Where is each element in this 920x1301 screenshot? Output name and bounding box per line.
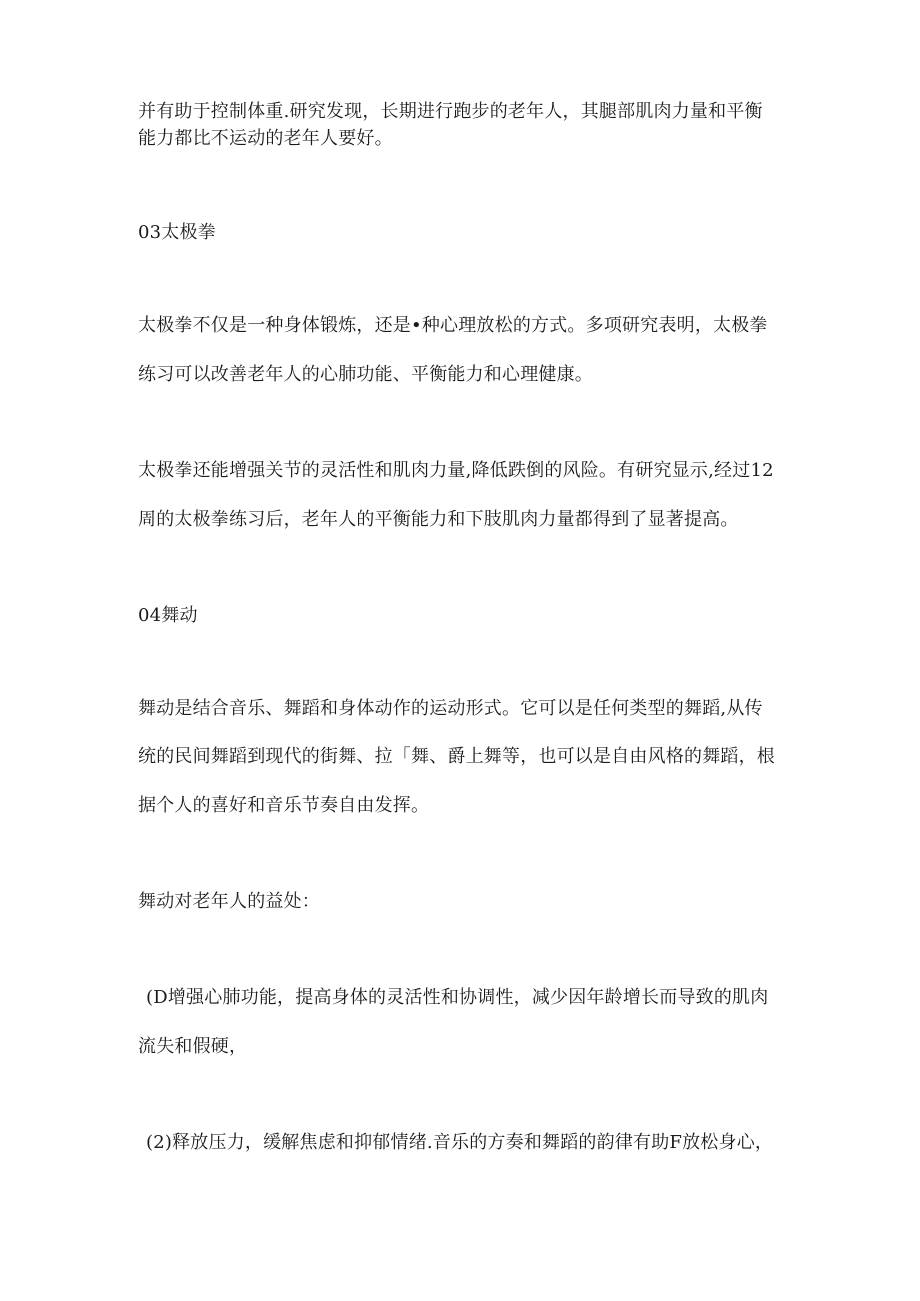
section-heading: 03太极拳	[138, 222, 216, 243]
list-item-line: 流失和假硬，	[138, 1036, 248, 1057]
list-item-line: (2)释放压力，缓解焦虑和抑郁情绪.音乐的方奏和舞蹈的韵律有助F放松身心，	[146, 1132, 774, 1153]
paragraph-line: 练习可以改善老年人的心肺功能、平衡能力和心理健康。	[138, 364, 593, 385]
paragraph-line: 太极拳不仅是一种身体锻炼，还是•种心理放松的方式。多项研究表明，太极拳	[138, 315, 768, 336]
paragraph-line: 并有助于控制体重.研究发现，长期进行跑步的老年人，其腿部肌肉力量和平衡	[138, 101, 763, 122]
paragraph-line: 周的太极拳练习后，老年人的平衡能力和下肢肌肉力量都得到了显著提高。	[138, 509, 739, 530]
paragraph-line: 能力都比不运动的老年人要好。	[138, 128, 393, 149]
paragraph-line: 舞动是结合音乐、舞蹈和身体动作的运动形式。它可以是任何类型的舞蹈,从传	[138, 698, 763, 719]
list-item-line: (D增强心肺功能，提高身体的灵活性和协调性，减少因年龄增长而导致的肌肉	[146, 987, 769, 1008]
paragraph-line: 统的民间舞蹈到现代的街舞、拉「舞、爵上舞等，也可以是自由风格的舞蹈，根	[138, 746, 775, 767]
paragraph-line: 据个人的喜好和音乐节奏自由发挥。	[138, 795, 430, 816]
paragraph-line: 太极拳还能增强关节的灵活性和肌肉力量,降低跌倒的风险。有研究显示,经过12	[138, 460, 774, 481]
section-heading: 04舞动	[138, 605, 198, 626]
paragraph-line: 舞动对老年人的益处：	[138, 891, 320, 912]
